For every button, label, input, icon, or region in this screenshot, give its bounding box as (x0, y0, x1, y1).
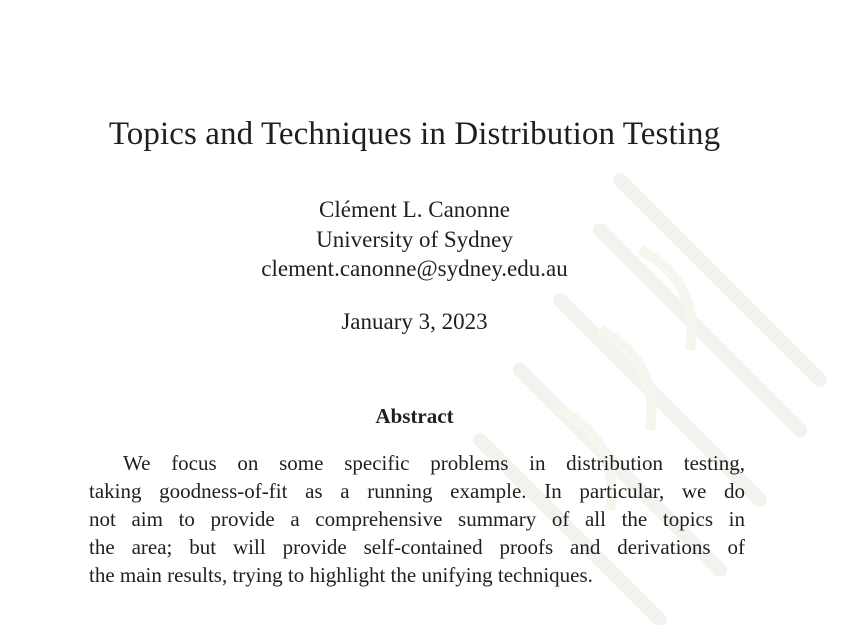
abstract-body (89, 449, 745, 589)
paper-date: January 3, 2023 (341, 309, 488, 334)
abstract-line: We focus on some specific problems in distribution testing, (123, 451, 745, 475)
abstract-line: not aim to provide a comprehensive summary of all the topics in (89, 507, 745, 531)
abstract-heading: Abstract (375, 404, 454, 428)
author-name: Clément L. Canonne (319, 197, 510, 222)
paper-title: Topics and Techniques in Distribution Testing (108, 116, 721, 152)
abstract-line: the area; but will provide self-contained proofs and derivations of (89, 535, 745, 559)
abstract-line: the main results, trying to highlight the unifying techniques. (89, 563, 593, 587)
author-email: clement.canonne@sydney.edu.au (261, 256, 568, 281)
author-affiliation: University of Sydney (316, 226, 513, 252)
abstract-line: taking goodness-of-fit as a running example. In particular, we do (89, 479, 745, 503)
author-block (0, 195, 829, 284)
